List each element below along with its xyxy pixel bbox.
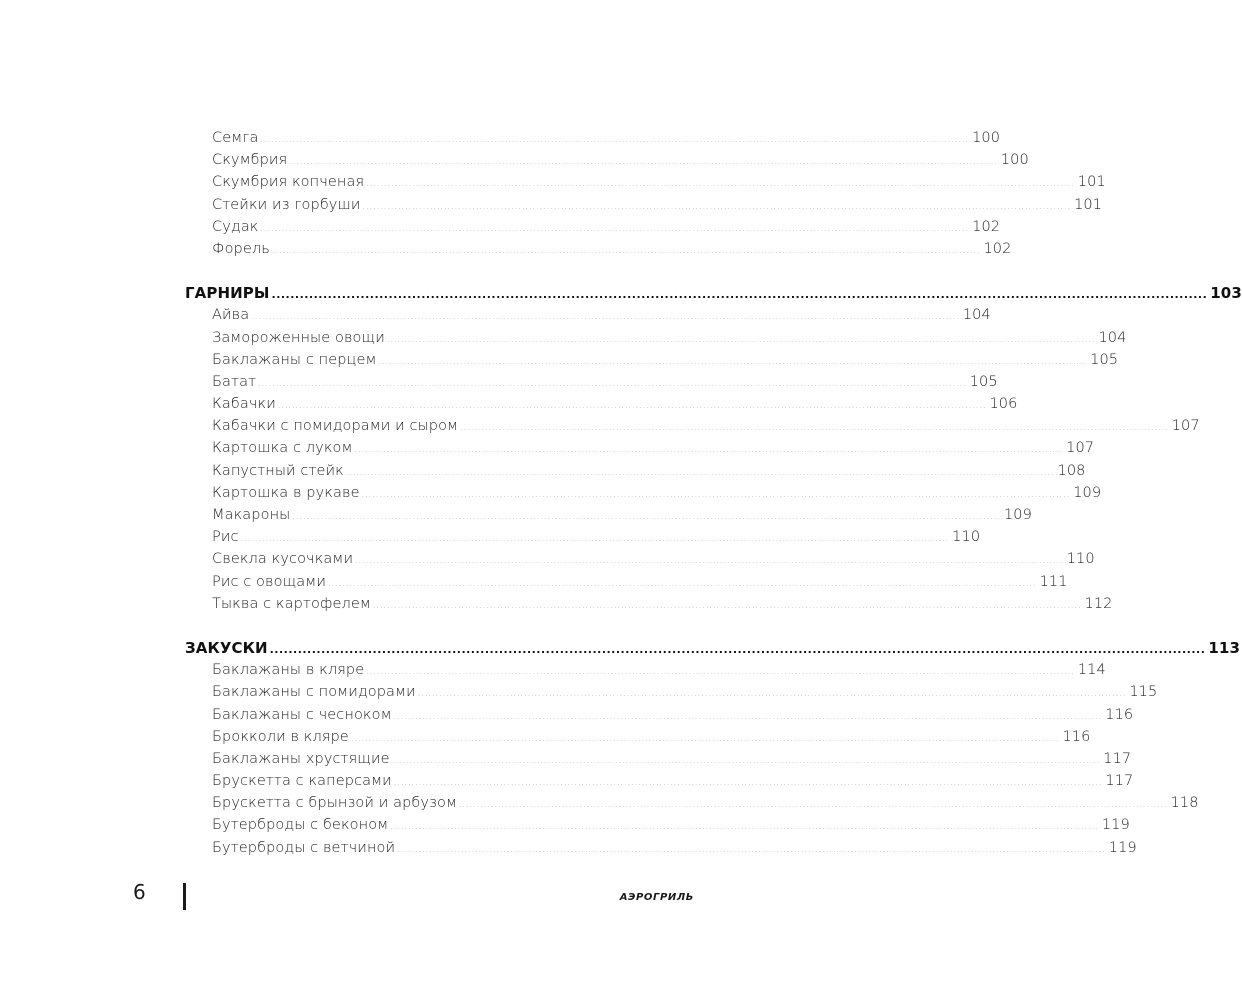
toc-entry-page: 116 bbox=[1105, 706, 1134, 723]
dot-leader: ........................................................................................................................................................................................................ bbox=[258, 378, 967, 388]
toc-entry bbox=[185, 548, 1095, 570]
toc-entry-page: 112 bbox=[1084, 595, 1113, 612]
toc-entry-page: 109 bbox=[1073, 484, 1102, 501]
dot-leader: ........................................................................................................................................................................................................ bbox=[355, 556, 1064, 566]
toc-entry-label: Тыква с картофелем bbox=[212, 595, 371, 612]
dot-leader: ........................................................................................................................................................................................................ bbox=[260, 223, 970, 233]
toc-entry-page: 110 bbox=[1066, 551, 1095, 568]
section-spacer bbox=[185, 260, 672, 282]
toc-entry-page: 117 bbox=[1105, 773, 1134, 790]
toc-entry-label: Баклажаны в кляре bbox=[212, 662, 365, 679]
dot-leader: ........................................................................................................................................................................................................ bbox=[271, 288, 1208, 302]
toc-entry-label: Макароны bbox=[212, 507, 291, 523]
dot-leader: ........................................................................................................................................................................................................ bbox=[390, 822, 1099, 832]
toc-entry-label: Баклажаны с чесноком bbox=[212, 706, 392, 723]
toc-entry bbox=[185, 171, 1106, 193]
toc-entry bbox=[185, 681, 1158, 703]
toc-entry-label: Форель bbox=[212, 240, 270, 257]
section-title: ГАРНИРЫ bbox=[185, 284, 270, 303]
toc-entry-label: Судак bbox=[212, 218, 259, 235]
dot-leader: ........................................................................................................................................................................................................ bbox=[289, 157, 998, 167]
toc-entry bbox=[185, 593, 1113, 615]
toc-entry bbox=[185, 726, 1091, 748]
toc-entry-label: Замороженные овощи bbox=[212, 329, 385, 346]
toc-entry-page: 101 bbox=[1074, 196, 1103, 213]
toc-entry bbox=[185, 149, 1029, 171]
toc-entry bbox=[185, 393, 1018, 415]
toc-entry-page: 114 bbox=[1077, 662, 1106, 679]
toc-entry-page: 117 bbox=[1103, 750, 1132, 767]
dot-leader: ........................................................................................................................................................................................................ bbox=[271, 245, 981, 255]
dot-leader: ........................................................................................................................................................................................................ bbox=[354, 445, 1064, 455]
toc-entry bbox=[185, 415, 1200, 437]
toc-entry-page: 118 bbox=[1170, 795, 1199, 812]
toc-entry bbox=[185, 327, 1127, 349]
dot-leader: ........................................................................................................................................................................................................ bbox=[350, 733, 1060, 743]
toc-entry-label: Семга bbox=[212, 130, 259, 146]
toc-entry-label: Баклажаны с помидорами bbox=[212, 684, 416, 701]
toc-entry-page: 102 bbox=[983, 240, 1012, 257]
toc-entry-label: Айва bbox=[212, 307, 250, 324]
toc-entry bbox=[185, 127, 1001, 149]
toc-entry-label: Свекла кусочками bbox=[212, 551, 354, 568]
toc-entry bbox=[185, 814, 1130, 836]
toc-section-heading bbox=[185, 282, 1242, 304]
toc-entry bbox=[185, 748, 1132, 770]
toc-entry-page: 107 bbox=[1171, 418, 1200, 435]
dot-leader: ........................................................................................................................................................................................................ bbox=[393, 711, 1103, 721]
toc-entry-label: Картошка в рукаве bbox=[212, 484, 360, 501]
dot-leader: ........................................................................................................................................................................................................ bbox=[366, 179, 1075, 189]
toc-entry-label: Брокколи в кляре bbox=[212, 728, 349, 745]
toc-entry-page: 102 bbox=[972, 218, 1001, 235]
dot-leader: ........................................................................................................................................................................................................ bbox=[251, 312, 960, 322]
toc-entry-label: Кабачки bbox=[212, 396, 276, 413]
dot-leader: ........................................................................................................................................................................................................ bbox=[269, 642, 1206, 656]
toc-entry-label: Кабачки с помидорами и сыром bbox=[212, 418, 459, 435]
toc-section-snacks bbox=[185, 637, 1240, 859]
toc-entry bbox=[185, 792, 1199, 814]
dot-leader: ........................................................................................................................................................................................................ bbox=[362, 201, 1072, 211]
toc-entry-label: Бутерброды с ветчиной bbox=[212, 839, 396, 856]
dot-leader: ........................................................................................................................................................................................................ bbox=[240, 534, 950, 544]
dot-leader: ........................................................................................................................................................................................................ bbox=[459, 800, 1168, 810]
toc-entry bbox=[185, 504, 1032, 526]
toc-entry-page: 110 bbox=[952, 529, 981, 546]
dot-leader: ........................................................................................................................................................................................................ bbox=[327, 578, 1037, 588]
toc-entry-page: 109 bbox=[1003, 507, 1032, 523]
toc-entry bbox=[185, 460, 1086, 482]
toc-entry-page: 115 bbox=[1129, 684, 1158, 701]
dot-leader: ........................................................................................................................................................................................................ bbox=[391, 755, 1101, 765]
toc-entry-label: Картошка с луком bbox=[212, 440, 353, 457]
dot-leader: ........................................................................................................................................................................................................ bbox=[397, 844, 1106, 854]
toc-entry-page: 119 bbox=[1108, 839, 1137, 856]
toc-entry bbox=[185, 238, 1012, 260]
dot-leader: ........................................................................................................................................................................................................ bbox=[292, 512, 1001, 521]
dot-leader: ........................................................................................................................................................................................................ bbox=[345, 467, 1055, 477]
page-number: 6 bbox=[133, 880, 146, 904]
toc-entry bbox=[185, 837, 1137, 859]
toc-entry-label: Рис с овощами bbox=[212, 573, 326, 590]
toc-entry bbox=[185, 659, 1106, 681]
toc-entry bbox=[185, 371, 998, 393]
dot-leader: ........................................................................................................................................................................................................ bbox=[361, 489, 1071, 499]
dot-leader: ........................................................................................................................................................................................................ bbox=[260, 135, 970, 144]
section-title: ЗАКУСКИ bbox=[185, 638, 268, 657]
toc-entry-label: Брускетта с каперсами bbox=[212, 773, 392, 790]
toc-entry-label: Баклажаны хрустящие bbox=[212, 750, 390, 767]
toc-entry-label: Брускетта с брынзой и арбузом bbox=[212, 795, 457, 812]
toc-entry bbox=[185, 304, 991, 326]
toc-entry-label: Баклажаны с перцем bbox=[212, 351, 377, 368]
toc-entry-page: 101 bbox=[1077, 174, 1106, 191]
toc-entry-label: Скумбрия bbox=[212, 152, 288, 169]
toc-entry bbox=[185, 704, 1134, 726]
toc-entry-page: 104 bbox=[962, 307, 991, 324]
toc-entry-label: Стейки из горбуши bbox=[212, 196, 361, 213]
toc-entry-label: Бутерброды с беконом bbox=[212, 817, 389, 834]
toc-entry-page: 108 bbox=[1057, 462, 1086, 479]
toc-entry bbox=[185, 571, 1068, 593]
dot-leader: ........................................................................................................................................................................................................ bbox=[393, 778, 1103, 788]
toc-entry-page: 106 bbox=[989, 396, 1018, 413]
toc-entry bbox=[185, 194, 1103, 216]
toc-entry bbox=[185, 437, 1095, 459]
toc-entry-page: 107 bbox=[1066, 440, 1095, 457]
dot-leader: ........................................................................................................................................................................................................ bbox=[378, 356, 1088, 366]
toc-section-heading bbox=[185, 637, 1240, 659]
toc-entry-page: 105 bbox=[1090, 351, 1119, 368]
table-of-contents bbox=[185, 127, 1242, 859]
toc-entry bbox=[185, 770, 1134, 792]
toc-entry-page: 105 bbox=[969, 373, 998, 390]
toc-entry-page: 119 bbox=[1101, 817, 1130, 834]
toc-entry bbox=[185, 482, 1102, 504]
toc-entry-label: Скумбрия копченая bbox=[212, 174, 365, 191]
footer-divider bbox=[183, 883, 186, 910]
toc-entry bbox=[185, 349, 1119, 371]
toc-section-garnishes bbox=[185, 282, 1242, 615]
toc-entry bbox=[185, 526, 981, 548]
toc-entry-page: 116 bbox=[1062, 728, 1091, 745]
toc-entry-label: Рис bbox=[212, 529, 239, 546]
toc-entry bbox=[185, 216, 1001, 238]
toc-entry-page: 100 bbox=[1000, 152, 1029, 169]
dot-leader: ........................................................................................................................................................................................................ bbox=[460, 423, 1169, 433]
dot-leader: ........................................................................................................................................................................................................ bbox=[372, 600, 1082, 610]
section-spacer bbox=[185, 615, 672, 637]
dot-leader: ........................................................................................................................................................................................................ bbox=[386, 334, 1096, 344]
toc-entry-page: 100 bbox=[972, 130, 1001, 146]
toc-entry-label: Капустный стейк bbox=[212, 462, 344, 479]
dot-leader: ........................................................................................................................................................................................................ bbox=[277, 401, 987, 411]
toc-entry-page: 104 bbox=[1098, 329, 1127, 346]
toc-entry-page: 111 bbox=[1039, 573, 1068, 590]
dot-leader: ........................................................................................................................................................................................................ bbox=[417, 689, 1127, 699]
section-page: 103 bbox=[1210, 284, 1242, 303]
running-title: АЭРОГРИЛЬ bbox=[619, 892, 694, 903]
section-page: 113 bbox=[1208, 638, 1240, 657]
dot-leader: ........................................................................................................................................................................................................ bbox=[366, 667, 1075, 677]
toc-group-fish bbox=[185, 127, 1106, 260]
toc-entry-label: Батат bbox=[212, 373, 257, 390]
